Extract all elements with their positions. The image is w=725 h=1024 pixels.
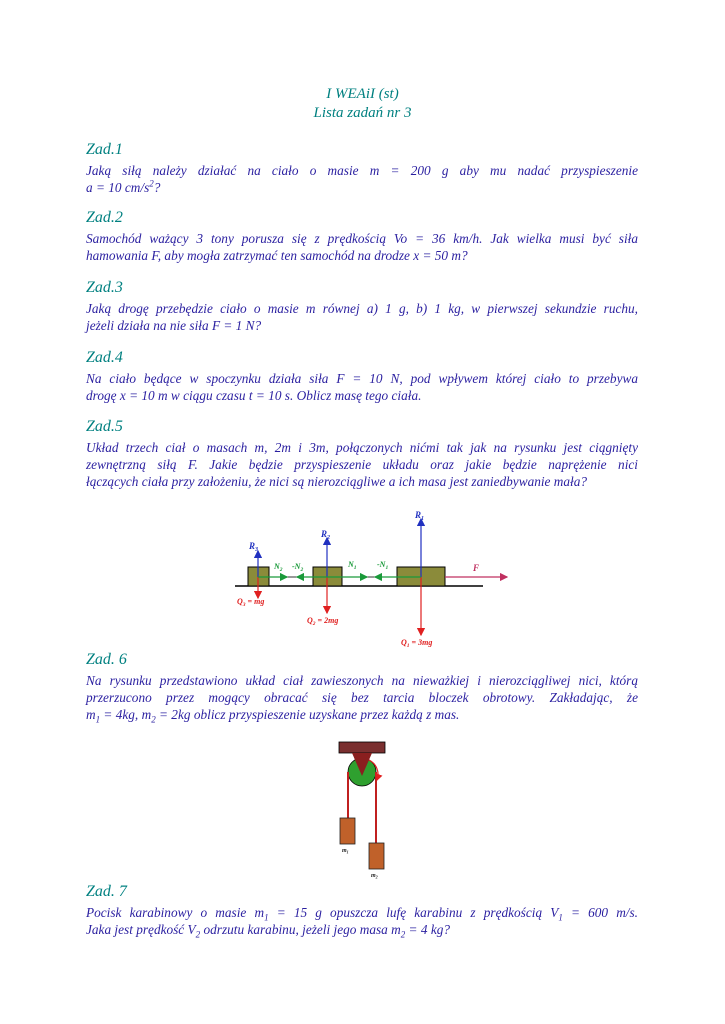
task-4-line-1: Na ciało będące w spoczynku działa siła F = 10 N, pod wpływem której ciało to przebywa [86,371,638,386]
task-1-line-1: Jaką siłą należy działać na ciało o masie m = 200 g aby mu nadać przyspieszenie [86,163,638,178]
page-title: I WEAiI (st) [326,86,399,102]
task-2-text [86,230,638,264]
label-minus-N1: $-N_1$ [377,560,389,571]
task-5-line-2: zewnętrzną siłą F. Jakie będzie przyspieszenie układu oraz jakie będzie naprężenie nici [86,457,638,472]
task-6-line-1: Na rysunku przedstawiono układ ciał zawieszonych na nieważkiej i nierozciągliwej nici, którą [86,673,638,688]
task-6-text [86,672,638,723]
label-N2: $N_2$ [274,562,283,573]
task-7-text [86,904,638,938]
task-5-title: Zad.5 [86,418,123,435]
task-4-text [86,370,638,404]
task-5-text [86,439,638,490]
task-4-line-2: drogę x = 10 m w ciągu czasu t = 10 s. Oblicz masę tego ciała. [86,388,422,403]
label-Q2: $Q_2 = 2mg$ [307,616,339,627]
task-5-line-3: łączących ciała przy założeniu, że nici są nierozciągliwe a ich masa jest zaniedbywanie mała? [86,474,588,489]
label-R3: $R_3$ [249,541,259,553]
mass-m2 [369,843,384,869]
page-subtitle: Lista zadań nr 3 [313,105,412,121]
task-4-title: Zad.4 [86,349,123,366]
task-7-line-1: Pocisk karabinowy o masie $m_1 = 15$ g opuszcza lufę karabinu z prędkością $V_1 = 600$ m/s. [86,905,638,923]
label-R1: $R_1$ [415,510,425,522]
task-1-line-2: a = 10 $cm/s^2$? [86,178,161,195]
task-3-line-2: jeżeli działa na nie siła F = 1 N? [86,318,262,333]
pulley-mount [339,742,385,753]
task-5-line-1: Układ trzech ciał o masach m, 2m i 3m, połączonych nićmi tak jak na rysunku jest ciągnięty [86,440,638,455]
task-3-text [86,300,638,334]
task-2-title: Zad.2 [86,209,123,226]
task-1-text [86,162,638,196]
figure-pulley [325,738,405,883]
label-Q3: $Q_3$ = mg [237,597,265,608]
label-m2: $m_2$ [371,873,378,880]
mass-m1 [340,818,355,844]
label-R2: $R_2$ [321,529,331,541]
task-7-line-2: Jaka jest prędkość $V_2$ odrzutu karabinu, jeżeli jego masa $m_2 = 4$ kg? [86,922,451,940]
task-6-line-3: $m_1 = 4kg$, $m_2 = 2kg$ oblicz przyspieszenie uzyskane przez każdą z mas. [86,707,460,725]
label-N1: $N_1$ [348,560,357,571]
task-6-title: Zad. 6 [86,651,127,668]
label-minus-N2: $-N_2$ [292,562,304,573]
task-7-title: Zad. 7 [86,883,127,900]
task-1-title: Zad.1 [86,141,123,158]
task-6-line-2: przerzucono przez mogący obracać się bez tarcia bloczek obrotowy. Zakładając, że [86,690,638,705]
task-3-title: Zad.3 [86,279,123,296]
task-2-line-2: hamowania F, aby mogła zatrzymać ten samochód na drodze x = 50 m? [86,248,468,263]
label-F: F [473,563,480,573]
label-Q1: $Q_1 = 3mg$ [401,638,433,649]
task-3-line-1: Jaką drogę przebędzie ciało o masie m równej a) 1 g, b) 1 kg, w pierwszej sekundzie ruchu, [86,301,638,316]
label-m1: $m_1$ [342,848,349,855]
task-2-line-1: Samochód ważący 3 tony porusza się z prędkością Vo = 36 km/h. Jak wielka musi być siła [86,231,638,246]
figure-three-blocks [225,505,525,650]
